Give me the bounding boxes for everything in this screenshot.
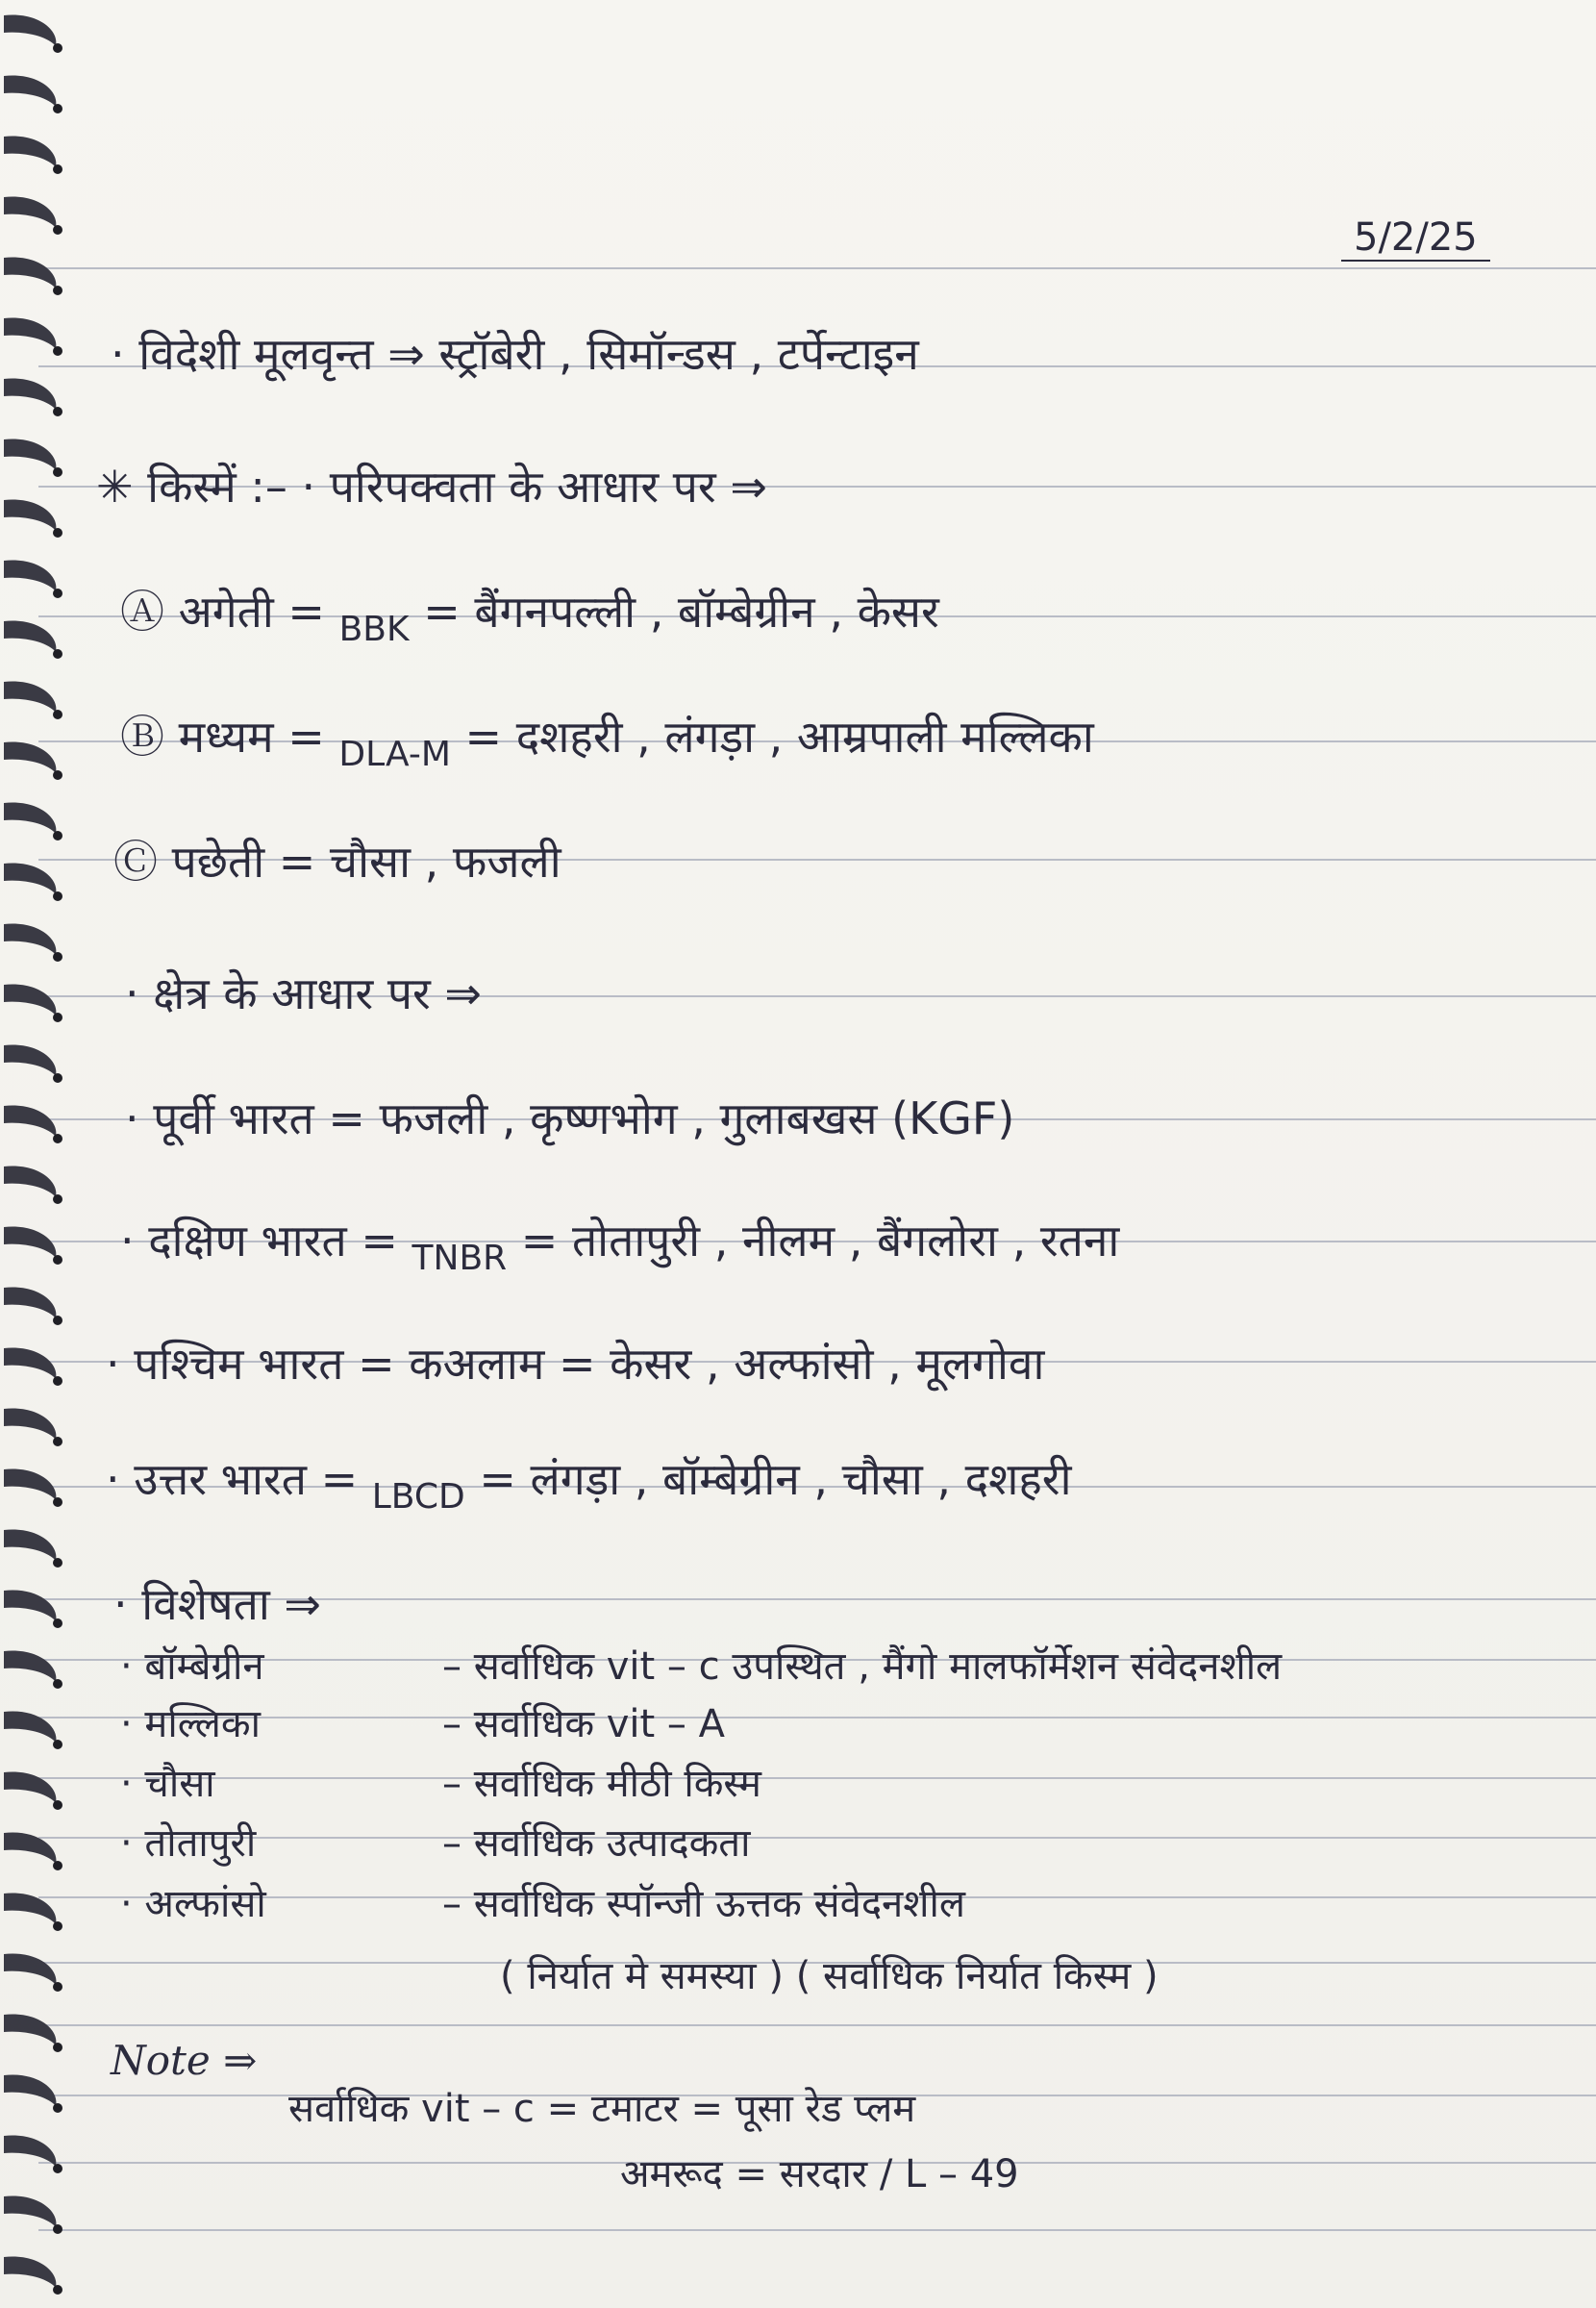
spiral-ring — [4, 560, 56, 591]
punch-hole — [53, 225, 62, 235]
punch-hole — [53, 770, 62, 780]
note-line-2: अमरूद = सरदार / L – 49 — [620, 2152, 1019, 2196]
spiral-ring — [4, 499, 56, 531]
trait-name: · तोतापुरी — [120, 1821, 257, 1866]
line-region-heading: · क्षेत्र के आधार पर ⇒ — [125, 967, 482, 1019]
date: 5/2/25 — [1354, 215, 1478, 260]
line-features-heading: · विशेषता ⇒ — [113, 1578, 321, 1630]
spiral-ring — [4, 2256, 56, 2288]
mid-code: DLA-M — [338, 735, 451, 774]
north-list: = लंगड़ा , बॉम्बेग्रीन , चौसा , दशहरी — [464, 1453, 1072, 1505]
spiral-ring — [4, 620, 56, 652]
ruled-line — [38, 1777, 1596, 1779]
punch-hole — [53, 2103, 62, 2113]
trait-desc: – सर्वाधिक स्पॉन्जी ऊत्तक संवेदनशील — [442, 1882, 965, 1926]
south-list: = तोतापुरी , नीलम , बैंगलोरा , रतना — [507, 1215, 1120, 1267]
spiral-ring — [4, 2135, 56, 2167]
punch-hole — [53, 1316, 62, 1325]
spiral-binding-icon — [0, 0, 67, 2308]
punch-hole — [53, 1134, 62, 1143]
punch-hole — [53, 1679, 62, 1689]
punch-hole — [53, 2043, 62, 2052]
punch-hole — [53, 1437, 62, 1446]
punch-hole — [53, 528, 62, 538]
punch-hole — [53, 1497, 62, 1507]
ruled-line — [38, 267, 1596, 269]
trait-name: · अल्फांसो — [120, 1882, 266, 1926]
north-label: · उत्तर भारत = — [106, 1453, 372, 1505]
punch-hole — [53, 649, 62, 659]
line-early-varieties — [120, 585, 939, 649]
date-underline — [1341, 260, 1490, 262]
trait-desc: – सर्वाधिक vit – c उपस्थित , मैंगो मालफॉर्मेशन संवेदनशील — [442, 1644, 1283, 1689]
line-north-india — [106, 1452, 1072, 1517]
note-line-1: सर्वाधिक vit – c = टमाटर = पूसा रेड प्लम — [288, 2087, 916, 2131]
line-east-india: · पूर्वी भारत = फजली , कृष्णभोग , गुलाबखस (KGF) — [125, 1092, 1015, 1144]
punch-hole — [53, 589, 62, 598]
spiral-ring — [4, 802, 56, 834]
spiral-ring — [4, 136, 56, 167]
trait-name: · बॉम्बेग्रीन — [120, 1644, 264, 1689]
spiral-ring — [4, 317, 56, 349]
spiral-ring — [4, 1226, 56, 1258]
line-varieties-heading: ✳ किस्में :– · परिपक्वता के आधार पर ⇒ — [96, 461, 767, 513]
spiral-ring — [4, 741, 56, 773]
punch-hole — [53, 286, 62, 295]
punch-hole — [53, 1013, 62, 1022]
spiral-ring — [4, 1468, 56, 1500]
south-label: · दक्षिण भारत = — [120, 1215, 412, 1267]
punch-hole — [53, 1194, 62, 1204]
spiral-ring — [4, 378, 56, 410]
trait-desc: – सर्वाधिक vit – A — [442, 1702, 726, 1746]
spiral-ring — [4, 1650, 56, 1682]
punch-hole — [53, 467, 62, 477]
spiral-ring — [4, 1590, 56, 1621]
line-west-india: · पश्चिम भारत = कअलाम = केसर , अल्फांसो , मूलगोवा — [106, 1338, 1045, 1390]
punch-hole — [53, 346, 62, 356]
line-late-varieties: Ⓒ पछेती = चौसा , फजली — [113, 836, 561, 888]
punch-hole — [53, 1558, 62, 1568]
spiral-ring — [4, 439, 56, 470]
spiral-ring — [4, 1893, 56, 1924]
spiral-ring — [4, 681, 56, 713]
spiral-ring — [4, 196, 56, 228]
punch-hole — [53, 2285, 62, 2295]
spiral-ring — [4, 1287, 56, 1318]
punch-hole — [53, 1800, 62, 1810]
spiral-ring — [4, 863, 56, 894]
ruled-line — [38, 1717, 1596, 1718]
spiral-ring — [4, 1832, 56, 1864]
punch-hole — [53, 710, 62, 719]
early-label: Ⓐ अगेती = — [120, 586, 339, 638]
trait-name: · चौसा — [120, 1762, 215, 1806]
north-code: LBCD — [371, 1477, 465, 1517]
spiral-ring — [4, 257, 56, 288]
spiral-ring — [4, 1044, 56, 1076]
punch-hole — [53, 891, 62, 901]
punch-hole — [53, 2224, 62, 2234]
spiral-ring — [4, 1771, 56, 1803]
spiral-ring — [4, 2195, 56, 2227]
spiral-ring — [4, 1347, 56, 1379]
ruled-line — [38, 1837, 1596, 1839]
punch-hole — [53, 407, 62, 416]
spiral-ring — [4, 1408, 56, 1440]
early-code: BBK — [338, 610, 410, 649]
punch-hole — [53, 1255, 62, 1265]
spiral-ring — [4, 984, 56, 1016]
punch-hole — [53, 1982, 62, 1992]
line-south-india — [120, 1214, 1120, 1278]
ruled-line — [38, 2229, 1596, 2231]
trait-desc: – सर्वाधिक उत्पादकता — [442, 1821, 751, 1866]
punch-hole — [53, 1861, 62, 1870]
spiral-ring — [4, 1166, 56, 1197]
punch-hole — [53, 2164, 62, 2173]
trait-name: · मल्लिका — [120, 1702, 261, 1746]
mid-list: = दशहरी , लंगड़ा , आम्रपाली मल्लिका — [450, 711, 1094, 763]
spiral-ring — [4, 75, 56, 107]
punch-hole — [53, 1618, 62, 1628]
mid-label: Ⓑ मध्यम = — [120, 711, 339, 763]
trait-extra: ( निर्यात मे समस्या ) ( सर्वाधिक निर्यात किस्म ) — [500, 1954, 1159, 1998]
early-list: = बैंगनपल्ली , बॉम्बेग्रीन , केसर — [409, 586, 939, 638]
punch-hole — [53, 1740, 62, 1749]
spiral-ring — [4, 14, 56, 46]
punch-hole — [53, 1376, 62, 1386]
note-label: Note ⇒ — [111, 2037, 258, 2084]
punch-hole — [53, 43, 62, 53]
trait-desc: – सर्वाधिक मीठी किस्म — [442, 1762, 761, 1806]
south-code: TNBR — [411, 1239, 508, 1278]
spiral-ring — [4, 1105, 56, 1137]
spiral-ring — [4, 1711, 56, 1743]
punch-hole — [53, 1073, 62, 1083]
spiral-ring — [4, 2074, 56, 2106]
spiral-ring — [4, 1529, 56, 1561]
line-foreign-rootstock: · विदेशी मूलवृन्त ⇒ स्ट्रॉबेरी , सिमॉन्डस , टर्पेन्टाइन — [111, 328, 919, 380]
spiral-ring — [4, 1953, 56, 1985]
punch-hole — [53, 164, 62, 174]
punch-hole — [53, 952, 62, 962]
spiral-ring — [4, 2014, 56, 2045]
line-mid-varieties — [120, 710, 1094, 774]
spiral-ring — [4, 923, 56, 955]
ruled-line — [38, 2024, 1596, 2026]
punch-hole — [53, 831, 62, 840]
punch-hole — [53, 104, 62, 113]
punch-hole — [53, 1921, 62, 1931]
